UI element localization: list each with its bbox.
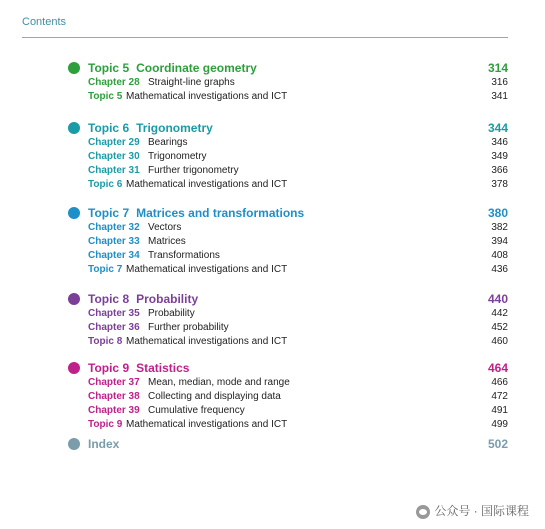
entry-label: Chapter 32	[88, 222, 140, 233]
topic-bullet-icon	[68, 122, 80, 134]
topic-title	[88, 206, 304, 220]
toc-entry[interactable]	[68, 404, 508, 418]
wechat-icon	[416, 505, 430, 519]
topic-page-number: 314	[487, 61, 508, 75]
entry-label: Topic 5	[88, 91, 123, 102]
index-row[interactable]	[68, 437, 508, 452]
topic-heading-row[interactable]	[68, 121, 508, 136]
entry-page-number: 349	[491, 151, 508, 162]
entry-label: Chapter 37	[88, 377, 140, 388]
entry-label: Chapter 35	[88, 308, 140, 319]
entry-page-number: 472	[491, 391, 508, 402]
entry-label: Chapter 38	[88, 391, 140, 402]
entry-label: Chapter 33	[88, 236, 140, 247]
toc-entry[interactable]	[68, 418, 508, 432]
entry-label: Chapter 30	[88, 151, 140, 162]
toc-entry[interactable]	[68, 263, 508, 277]
topic-label: Topic 6	[88, 121, 130, 135]
entry-label: Chapter 31	[88, 165, 140, 176]
entry-title: Mathematical investigations and ICT	[126, 179, 288, 190]
entry-title: Probability	[148, 308, 195, 319]
entry-title: Further trigonometry	[148, 165, 239, 176]
entry-page-number: 460	[491, 336, 508, 347]
toc-entry[interactable]	[68, 221, 508, 235]
entry-page-number: 366	[491, 165, 508, 176]
topic-section	[68, 361, 508, 432]
topic-name: Trigonometry	[136, 121, 213, 135]
toc-entry[interactable]	[68, 150, 508, 164]
topic-label: Topic 7	[88, 206, 130, 220]
contents-heading: Contents	[22, 16, 67, 28]
topic-section	[68, 61, 508, 104]
entry-title: Mean, median, mode and range	[148, 377, 290, 388]
entry-title: Cumulative frequency	[148, 405, 245, 416]
topic-bullet-icon	[68, 207, 80, 219]
topic-section	[68, 121, 508, 192]
watermark-text: 公众号 · 国际课程	[434, 504, 529, 518]
entry-page-number: 442	[491, 308, 508, 319]
entry-title: Mathematical investigations and ICT	[126, 91, 288, 102]
topic-page-number: 440	[487, 292, 508, 306]
topic-heading-row[interactable]	[68, 61, 508, 76]
entry-label: Chapter 28	[88, 77, 140, 88]
watermark	[416, 502, 529, 519]
entry-label: Topic 9	[88, 419, 123, 430]
topic-page-number: 464	[487, 361, 508, 375]
topic-title	[88, 292, 198, 306]
index-section	[68, 437, 508, 452]
entry-title: Further probability	[148, 322, 229, 333]
entry-label: Chapter 36	[88, 322, 140, 333]
topic-page-number: 380	[487, 206, 508, 220]
topic-title	[88, 361, 189, 375]
topic-section	[68, 206, 508, 277]
entry-label: Topic 6	[88, 179, 123, 190]
entry-page-number: 452	[491, 322, 508, 333]
toc-entry[interactable]	[68, 390, 508, 404]
topic-bullet-icon	[68, 362, 80, 374]
entry-title: Transformations	[148, 250, 220, 261]
entry-title: Collecting and displaying data	[148, 391, 281, 402]
entry-label: Chapter 34	[88, 250, 140, 261]
topic-bullet-icon	[68, 62, 80, 74]
toc-entry[interactable]	[68, 335, 508, 349]
toc-entry[interactable]	[68, 164, 508, 178]
entry-label: Chapter 39	[88, 405, 140, 416]
toc-entry[interactable]	[68, 90, 508, 104]
entry-label: Topic 8	[88, 336, 123, 347]
topic-heading-row[interactable]	[68, 292, 508, 307]
entry-title: Mathematical investigations and ICT	[126, 264, 288, 275]
topic-name: Matrices and transformations	[136, 206, 305, 220]
entry-title: Straight-line graphs	[148, 77, 235, 88]
entry-page-number: 408	[491, 250, 508, 261]
topic-label: Topic 5	[88, 61, 130, 75]
toc-entry[interactable]	[68, 376, 508, 390]
entry-page-number: 341	[491, 91, 508, 102]
topic-title	[88, 61, 257, 75]
toc-entry[interactable]	[68, 136, 508, 150]
entry-page-number: 346	[491, 137, 508, 148]
topic-label: Topic 9	[88, 361, 130, 375]
entry-page-number: 499	[491, 419, 508, 430]
entry-page-number: 394	[491, 236, 508, 247]
entry-label: Topic 7	[88, 264, 123, 275]
topic-heading-row[interactable]	[68, 206, 508, 221]
entry-title: Bearings	[148, 137, 188, 148]
index-bullet-icon	[68, 438, 80, 450]
entry-title: Trigonometry	[148, 151, 207, 162]
topic-heading-row[interactable]	[68, 361, 508, 376]
entry-page-number: 436	[491, 264, 508, 275]
entry-page-number: 382	[491, 222, 508, 233]
index-page-number: 502	[487, 437, 508, 451]
entry-title: Mathematical investigations and ICT	[126, 419, 288, 430]
entry-title: Mathematical investigations and ICT	[126, 336, 288, 347]
toc-entry[interactable]	[68, 76, 508, 90]
topic-bullet-icon	[68, 293, 80, 305]
topic-name: Coordinate geometry	[136, 61, 257, 75]
topic-name: Statistics	[136, 361, 190, 375]
topic-section	[68, 292, 508, 349]
header-divider	[22, 37, 508, 38]
toc-entry[interactable]	[68, 178, 508, 192]
entry-page-number: 378	[491, 179, 508, 190]
index-title: Index	[88, 437, 120, 451]
topic-name: Probability	[136, 292, 199, 306]
entry-page-number: 491	[491, 405, 508, 416]
entry-title: Vectors	[148, 222, 182, 233]
entry-page-number: 466	[491, 377, 508, 388]
topic-title	[88, 121, 213, 135]
entry-page-number: 316	[491, 77, 508, 88]
toc-entry[interactable]	[68, 249, 508, 263]
toc-entry[interactable]	[68, 307, 508, 321]
toc-entry[interactable]	[68, 235, 508, 249]
toc-entry[interactable]	[68, 321, 508, 335]
entry-label: Chapter 29	[88, 137, 140, 148]
entry-title: Matrices	[148, 236, 186, 247]
topic-page-number: 344	[487, 121, 508, 135]
topic-label: Topic 8	[88, 292, 130, 306]
